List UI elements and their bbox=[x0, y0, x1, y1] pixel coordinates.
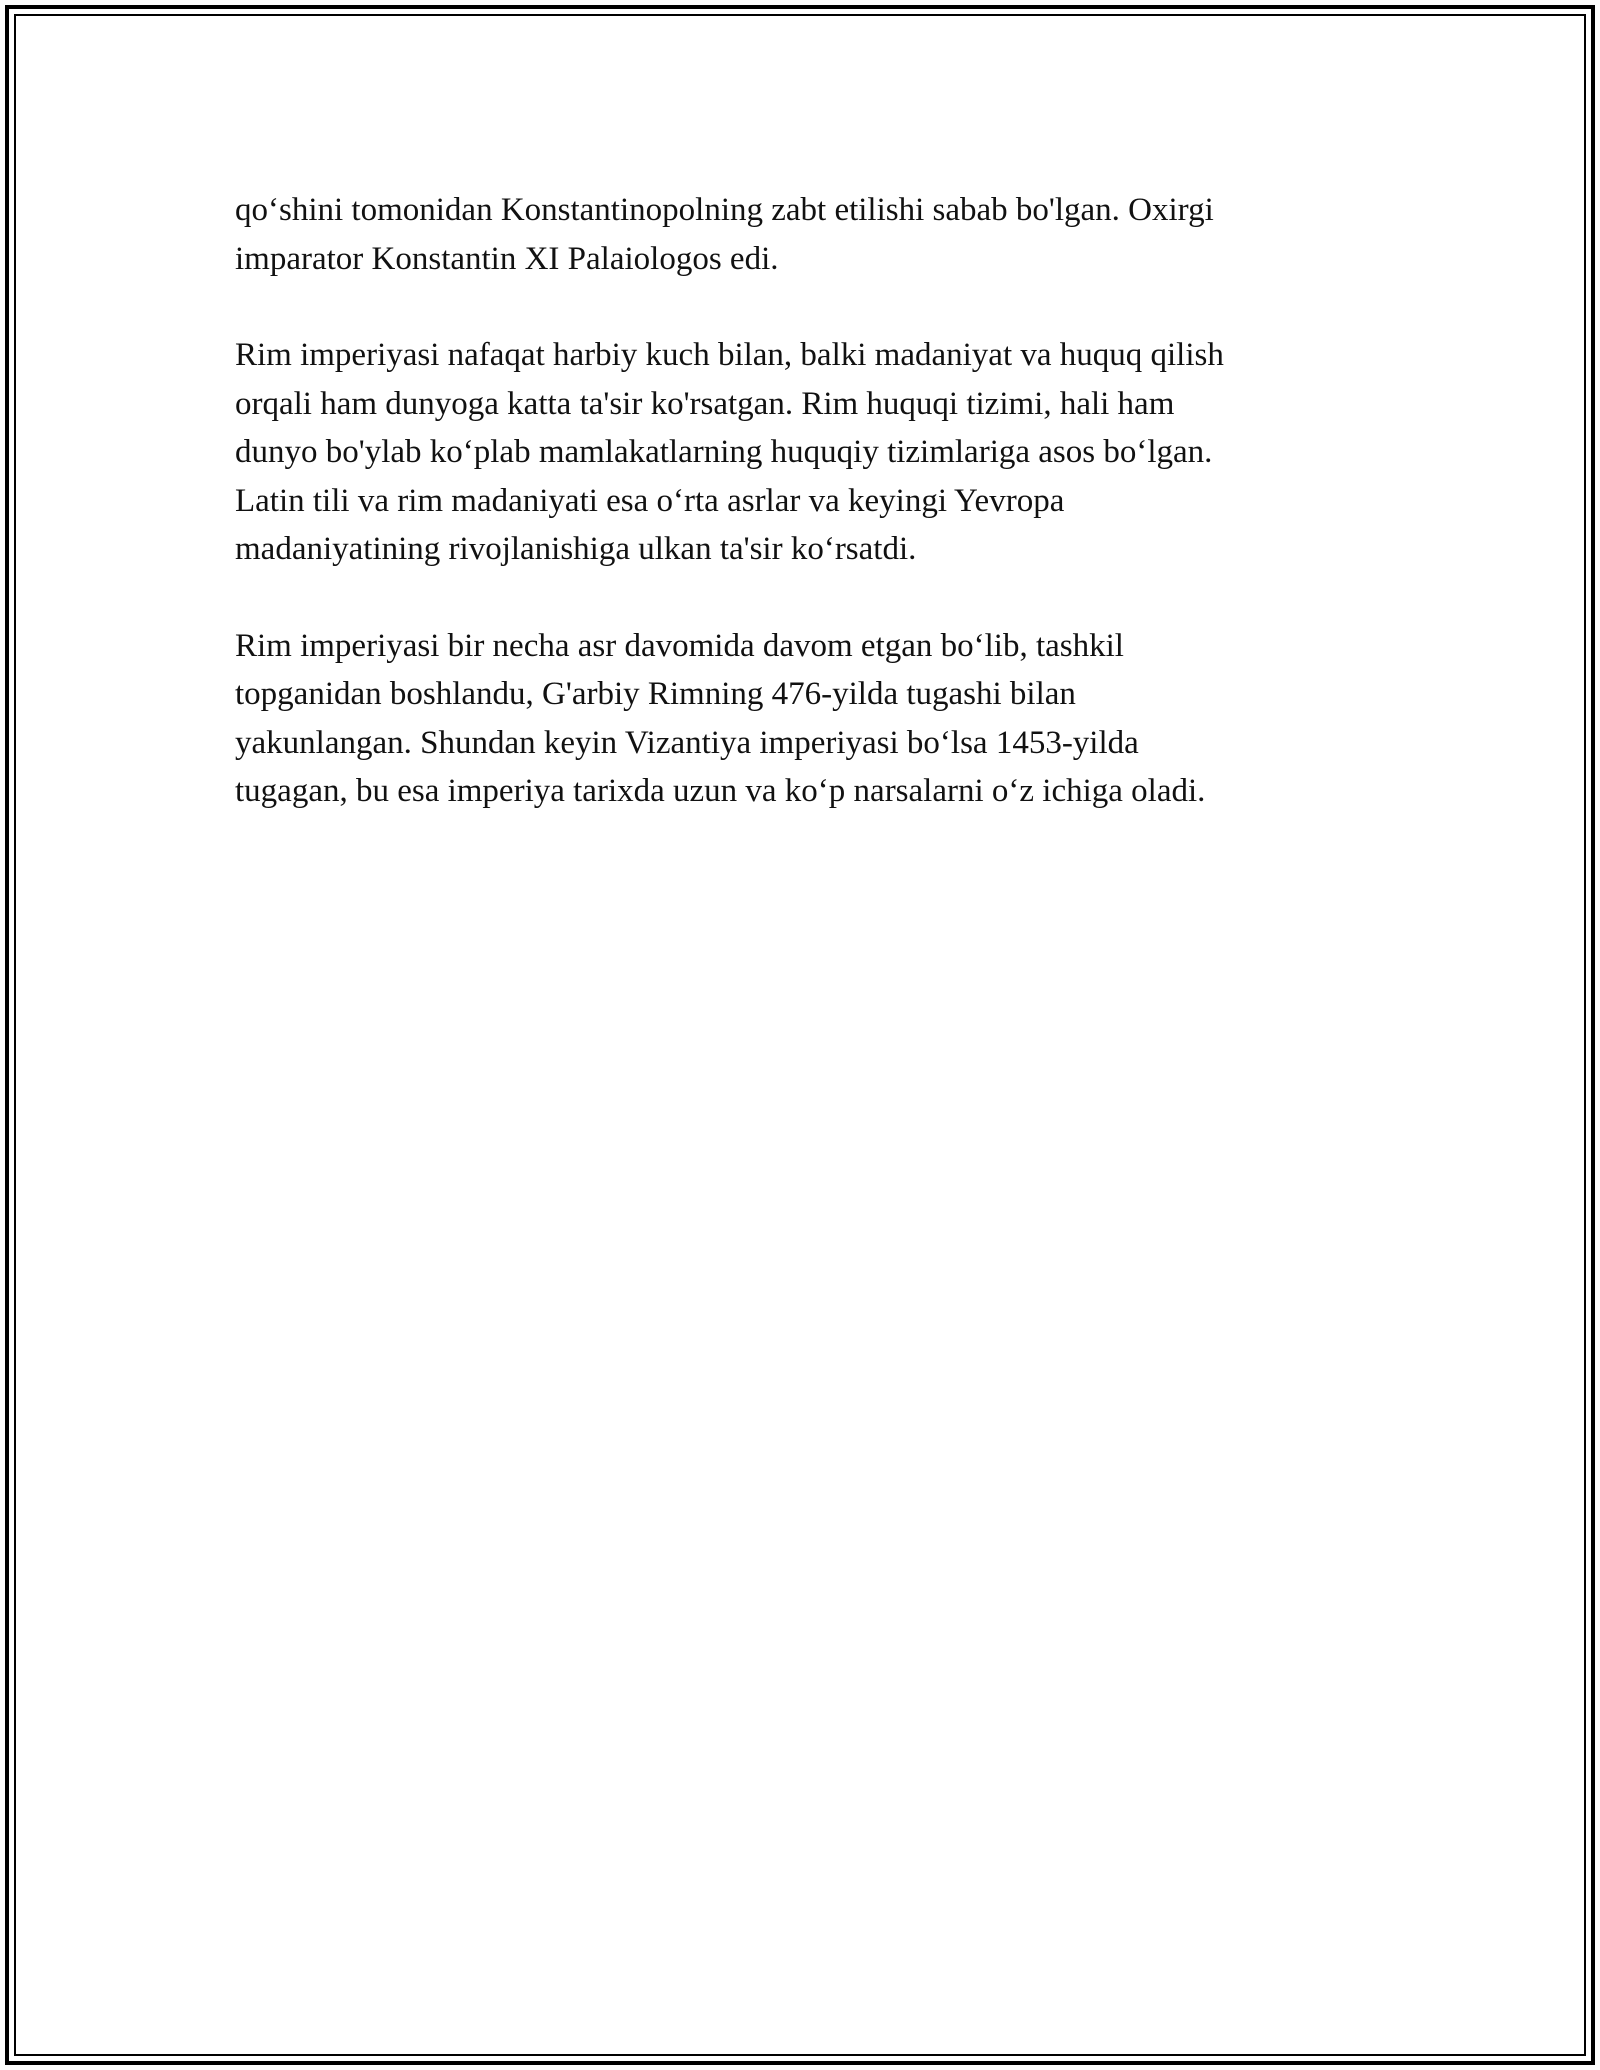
document-body bbox=[235, 186, 1365, 864]
paragraph-1: qo‘shini tomonidan Konstantinopolning zabt etilishi sabab bo'lgan. Oxirgi imparator Konstantin XI Palaiologos edi. bbox=[235, 192, 1214, 277]
paragraph-3: Rim imperiyasi bir necha asr davomida davom etgan bo‘lib, tashkil topganidan boshlandu, G'arbiy Rimning 476-yilda tugashi bilan yakunlangan. Shundan keyin Vizantiya imperiyasi bo‘lsa 1453-yilda tugagan, bu esa imperiya tarixda uzun va ko‘p narsalarni o‘z ichiga oladi. bbox=[235, 627, 1206, 809]
paragraph-2: Rim imperiyasi nafaqat harbiy kuch bilan, balki madaniyat va huquq qilish orqali ham dunyoga katta ta'sir ko'rsatgan. Rim huquqi tizimi, hali ham dunyo bo'ylab ko‘plab mamlakatlarning huquqiy tizimlariga asos bo‘lgan. Latin tili va rim madaniyati esa o‘rta asrlar va keyingi Yevropa madaniyatining rivojlanishiga ulkan ta'sir ko‘rsatdi. bbox=[235, 337, 1224, 567]
